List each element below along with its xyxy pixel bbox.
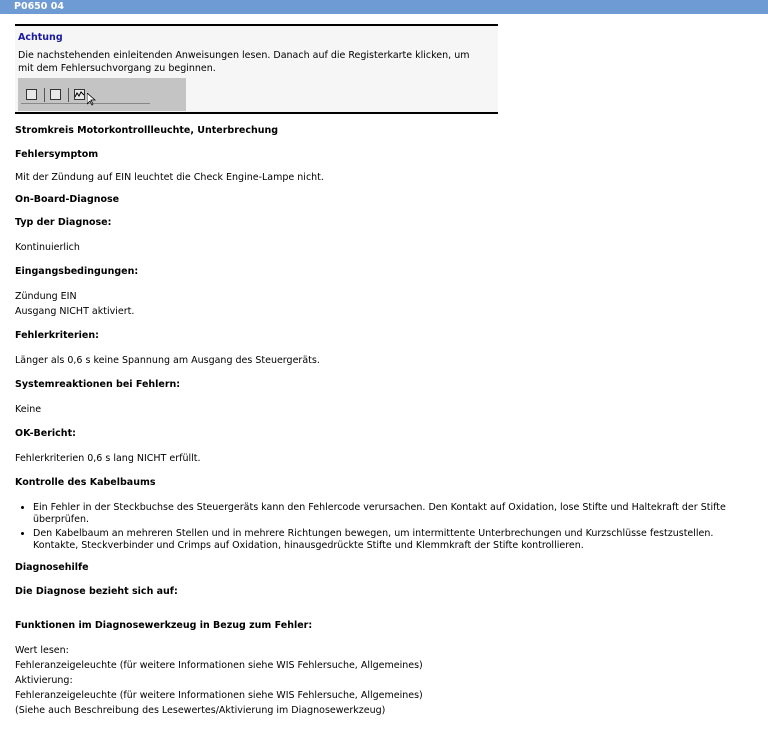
toolbar-chart-icon (74, 89, 85, 100)
functions-line: Fehleranzeigeleuchte (für weitere Informationen siehe WIS Fehlersuche, Allgemeines) (15, 690, 423, 701)
reaction-heading: Systemreaktionen bei Fehlern: (15, 379, 181, 390)
circuit-title: Stromkreis Motorkontrollleuchte, Unterbrechung (15, 125, 279, 136)
symptom-text: Mit der Zündung auf EIN leuchtet die Check Engine-Lampe nicht. (15, 172, 324, 183)
functions-line: Aktivierung: (15, 675, 73, 686)
toolbar-separator (68, 88, 69, 102)
criteria-text: Länger als 0,6 s keine Spannung am Ausgang des Steuergeräts. (15, 355, 320, 366)
content (0, 24, 768, 114)
aid-heading: Diagnosehilfe (15, 562, 89, 573)
diag-type-text: Kontinuierlich (15, 242, 80, 253)
symptom-heading: Fehlersymptom (15, 149, 99, 160)
criteria-heading: Fehlerkriterien: (15, 330, 99, 341)
page-code: P0650 04 (14, 1, 64, 12)
notice-title: Achtung (18, 32, 63, 43)
entry-line-1: Zündung EIN (15, 291, 77, 302)
functions-heading: Funktionen im Diagnosewerkzeug in Bezug zum Fehler: (15, 620, 313, 631)
harness-heading: Kontrolle des Kabelbaums (15, 477, 156, 488)
mouse-cursor-icon (87, 93, 96, 108)
ok-text: Fehlerkriterien 0,6 s lang NICHT erfüllt. (15, 453, 201, 464)
functions-line: Wert lesen: (15, 645, 69, 656)
toolbar-image (18, 78, 186, 111)
relates-heading: Die Diagnose bezieht sich auf: (15, 586, 178, 597)
toolbar-document-icon (50, 89, 61, 100)
toolbar-info-icon (26, 89, 37, 100)
obd-heading: On-Board-Diagnose (15, 194, 120, 205)
ok-heading: OK-Bericht: (15, 428, 76, 439)
title-bar (0, 0, 768, 14)
toolbar-underline (21, 103, 150, 104)
notice-text: Die nachstehenden einleitenden Anweisungen lesen. Danach auf die Registerkarte klicken, um mit dem Fehlersuchvorgang zu beginnen. (18, 50, 470, 74)
functions-line: Fehleranzeigeleuchte (für weitere Informationen siehe WIS Fehlersuche, Allgemeines) (15, 660, 423, 671)
functions-line: (Siehe auch Beschreibung des Lesewertes/Aktivierung im Diagnosewerkzeug) (15, 705, 386, 716)
notice-box (15, 24, 498, 114)
list-item: • Ein Fehler in der Steckbuchse des Steuergeräts kann den Fehlercode verursachen. Den Kontakt auf Oxidation, lose Stifte und Haltekraft der Stifte überprüfen. (33, 502, 733, 526)
reaction-text: Keine (15, 404, 42, 415)
harness-list (15, 502, 733, 554)
toolbar-separator (44, 88, 45, 102)
entry-heading: Eingangsbedingungen: (15, 266, 139, 277)
diag-type-heading: Typ der Diagnose: (15, 217, 112, 228)
list-item: • Den Kabelbaum an mehreren Stellen und in mehrere Richtungen bewegen, um intermittente Unterbrechungen und Kurzschlüsse festzustellen. Kontakte, Steckverbinder und Crimps auf Oxidation, hinausgedrückte Stifte und Klemmkraft der Stifte kontrollieren. (33, 528, 733, 552)
entry-line-2: Ausgang NICHT aktiviert. (15, 306, 135, 317)
